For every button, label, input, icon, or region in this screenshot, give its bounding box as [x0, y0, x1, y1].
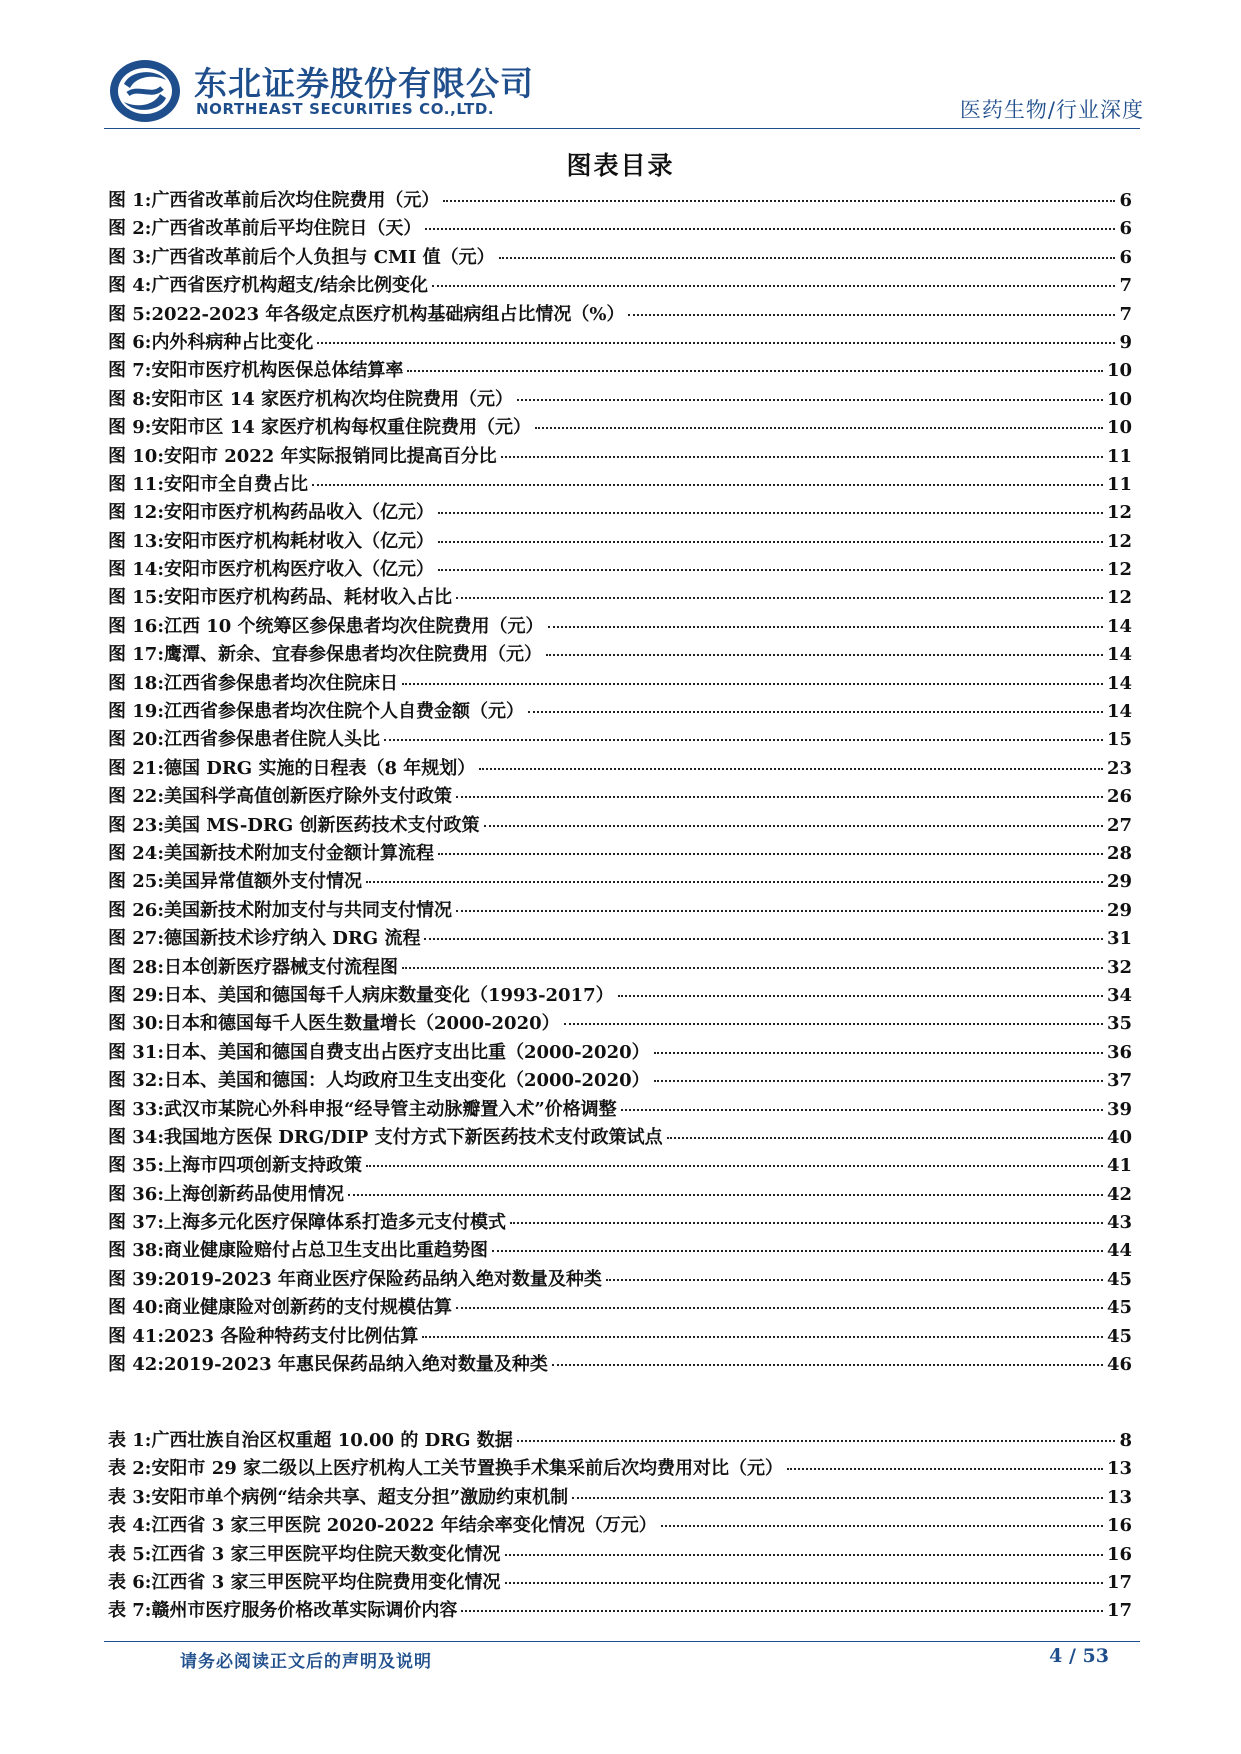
entry-label: 表 4: [108, 1515, 152, 1537]
figure-entry[interactable] [108, 839, 1132, 867]
entry-title: 广西壮族自治区权重超 10.00 的 DRG 数据 [151, 1430, 513, 1451]
entry-label: 图 15: [108, 587, 164, 609]
dot-leader [667, 1137, 1103, 1139]
entry-page: 41 [1106, 1155, 1132, 1177]
dot-leader [456, 796, 1103, 798]
entry-label: 图 19: [108, 701, 164, 723]
entry-title: 安阳市医疗机构医保总体结算率 [151, 360, 404, 382]
dot-leader [572, 1497, 1103, 1499]
entry-page: 11 [1106, 445, 1132, 467]
entry-page: 36 [1106, 1041, 1132, 1063]
entry-page: 40 [1106, 1126, 1132, 1148]
dot-leader [621, 1109, 1103, 1111]
figure-entry[interactable] [108, 1123, 1132, 1151]
figure-entry[interactable] [108, 214, 1132, 242]
entry-label: 图 3: [108, 246, 152, 268]
dot-leader [366, 1165, 1103, 1167]
entry-label: 图 10: [108, 445, 164, 467]
figure-entry[interactable] [108, 1236, 1132, 1264]
figure-entry[interactable] [108, 1208, 1132, 1236]
entry-page: 34 [1106, 984, 1132, 1006]
table-entry[interactable] [108, 1540, 1132, 1568]
entry-page: 26 [1106, 786, 1132, 808]
table-entry[interactable] [108, 1568, 1132, 1596]
entry-label: 图 23: [108, 814, 164, 836]
figure-entry[interactable] [108, 754, 1132, 782]
entry-label: 图 13: [108, 530, 164, 552]
entry-title: 日本和德国每千人医生数量增长（2000-2020） [163, 1013, 560, 1035]
dot-leader [505, 1554, 1103, 1556]
entry-title: 安阳市 29 家二级以上医疗机构人工关节置换手术集采前后次均费用对比（元） [151, 1458, 784, 1480]
entry-label: 图 34: [108, 1126, 164, 1148]
figure-entry[interactable] [108, 1293, 1132, 1321]
figure-entry[interactable] [108, 1265, 1132, 1293]
figure-entry[interactable] [108, 527, 1132, 555]
dot-leader [484, 825, 1103, 827]
dot-leader [499, 257, 1116, 259]
company-name-cn: 东北证券股份有限公司 [194, 64, 534, 103]
entry-label: 图 6: [108, 331, 152, 353]
entry-title: 武汉市某院心外科申报“经导管主动脉瓣置入术”价格调整 [163, 1098, 617, 1120]
entry-page: 10 [1106, 388, 1132, 410]
figure-entry[interactable] [108, 498, 1132, 526]
entry-title: 上海创新药品使用情况 [163, 1183, 344, 1205]
report-sector: 医药生物/行业深度 [959, 98, 1144, 122]
company-logo-icon [108, 58, 182, 124]
dot-leader [461, 1610, 1103, 1612]
entry-page: 42 [1106, 1183, 1132, 1205]
entry-label: 图 37: [108, 1212, 164, 1234]
entry-label: 图 30: [108, 1013, 164, 1035]
entry-title: 美国 MS-DRG 创新医药技术支付政策 [163, 814, 480, 836]
entry-page: 44 [1106, 1240, 1132, 1262]
table-entry[interactable] [108, 1454, 1132, 1482]
entry-title: 江西 10 个统筹区参保患者均次住院费用（元） [163, 615, 544, 637]
entry-title: 2019-2023 年惠民保药品纳入绝对数量及种类 [163, 1354, 548, 1376]
entry-title: 日本创新医疗器械支付流程图 [163, 956, 398, 978]
entry-page: 8 [1119, 1430, 1132, 1451]
entry-page: 45 [1106, 1268, 1132, 1290]
entry-label: 图 14: [108, 559, 164, 581]
figure-entry[interactable] [108, 186, 1132, 214]
entry-label: 表 7: [108, 1600, 152, 1622]
figure-entry[interactable] [108, 669, 1132, 697]
figure-entry[interactable] [108, 442, 1132, 470]
dot-leader [384, 739, 1103, 741]
dot-leader [456, 1307, 1103, 1309]
entry-page: 16 [1106, 1515, 1132, 1537]
figure-entry[interactable] [108, 583, 1132, 611]
figure-entry[interactable] [108, 697, 1132, 725]
entry-title: 广西省医疗机构超支/结余比例变化 [151, 275, 429, 297]
entry-page: 16 [1106, 1543, 1132, 1565]
dot-leader [552, 1364, 1103, 1366]
dot-leader [546, 654, 1103, 656]
entry-label: 图 17: [108, 644, 164, 666]
dot-leader [317, 342, 1115, 344]
dot-leader [312, 484, 1103, 486]
table-entry[interactable] [108, 1511, 1132, 1539]
entry-page: 12 [1106, 559, 1132, 581]
dot-leader [654, 1080, 1103, 1082]
table-entry[interactable] [108, 1426, 1132, 1454]
dot-leader [438, 541, 1103, 543]
figure-entry[interactable] [108, 1151, 1132, 1179]
dot-leader [425, 228, 1115, 230]
entry-page: 12 [1106, 587, 1132, 609]
entry-title: 美国新技术附加支付与共同支付情况 [163, 899, 452, 921]
entry-title: 美国新技术附加支付金额计算流程 [163, 842, 434, 864]
entry-page: 43 [1106, 1212, 1132, 1234]
entry-page: 28 [1106, 842, 1132, 864]
dot-leader [424, 938, 1102, 940]
entry-page: 7 [1119, 303, 1132, 325]
dot-leader [564, 1023, 1103, 1025]
entry-label: 表 3: [108, 1486, 152, 1508]
entry-title: 安阳市区 14 家医疗机构每权重住院费用（元） [151, 417, 532, 439]
entry-label: 图 1: [108, 190, 152, 211]
entry-label: 图 11: [108, 473, 164, 495]
entry-title: 江西省参保患者均次住院床日 [163, 672, 398, 694]
dot-leader [366, 881, 1103, 883]
entry-page: 31 [1106, 928, 1132, 950]
entry-label: 图 35: [108, 1155, 164, 1177]
entry-title: 日本、美国和德国自费支出占医疗支出比重（2000-2020） [163, 1041, 650, 1063]
entry-label: 表 1: [108, 1430, 152, 1451]
entry-title: 美国异常值额外支付情况 [163, 871, 362, 893]
entry-page: 29 [1106, 871, 1132, 893]
dot-leader [505, 1582, 1103, 1584]
entry-label: 图 24: [108, 842, 164, 864]
figure-entry[interactable] [108, 1180, 1132, 1208]
dot-leader [456, 910, 1103, 912]
page-number: 4 / 53 [1049, 1645, 1109, 1667]
entry-page: 14 [1106, 672, 1132, 694]
figure-entry[interactable] [108, 385, 1132, 413]
entry-page: 39 [1106, 1098, 1132, 1120]
dot-leader [517, 1440, 1116, 1442]
figure-entry[interactable] [108, 1009, 1132, 1037]
entry-page: 29 [1106, 899, 1132, 921]
dot-leader [438, 569, 1103, 571]
entry-label: 图 9: [108, 417, 152, 439]
figure-entry[interactable] [108, 1350, 1132, 1378]
entry-page: 14 [1106, 615, 1132, 637]
entry-label: 图 21: [108, 757, 164, 779]
entry-title: 广西省改革前后个人负担与 CMI 值（元） [151, 246, 495, 268]
entry-title: 江西省 3 家三甲医院平均住院费用变化情况 [151, 1571, 501, 1593]
entry-title: 2022-2023 年各级定点医疗机构基础病组占比情况（%） [151, 303, 625, 325]
entry-page: 17 [1106, 1600, 1132, 1622]
figure-entry[interactable] [108, 867, 1132, 895]
entry-title: 商业健康险赔付占总卫生支出比重趋势图 [163, 1240, 488, 1262]
entry-title: 安阳市医疗机构医疗收入（亿元） [163, 559, 434, 581]
entry-page: 9 [1119, 331, 1132, 353]
entry-label: 图 26: [108, 899, 164, 921]
entry-label: 图 5: [108, 303, 152, 325]
entry-page: 10 [1106, 360, 1132, 382]
dot-leader [606, 1279, 1103, 1281]
entry-title: 江西省 3 家三甲医院平均住院天数变化情况 [151, 1543, 501, 1565]
dot-leader [432, 285, 1115, 287]
entry-label: 图 27: [108, 928, 164, 950]
table-entry[interactable] [108, 1483, 1132, 1511]
entry-page: 27 [1106, 814, 1132, 836]
entry-title: 安阳市医疗机构药品收入（亿元） [163, 502, 434, 524]
dot-leader [528, 711, 1103, 713]
entry-label: 表 5: [108, 1543, 152, 1565]
figure-entry[interactable] [108, 555, 1132, 583]
figure-entry[interactable] [108, 981, 1132, 1009]
figure-entry[interactable] [108, 271, 1132, 299]
entry-title: 鹰潭、新余、宜春参保患者均次住院费用（元） [163, 644, 542, 666]
entry-page: 7 [1119, 275, 1132, 297]
entry-title: 安阳市单个病例“结余共享、超支分担”激励约束机制 [151, 1486, 569, 1508]
page-title: 图表目录 [566, 151, 675, 180]
entry-title: 2023 各险种特药支付比例估算 [163, 1325, 419, 1347]
dot-leader [456, 597, 1103, 599]
figure-entry[interactable] [108, 725, 1132, 753]
entry-title: 德国 DRG 实施的日程表（8 年规划） [163, 757, 476, 779]
entry-title: 安阳市医疗机构耗材收入（亿元） [163, 530, 434, 552]
dot-leader [492, 1250, 1103, 1252]
figure-entry[interactable] [108, 896, 1132, 924]
table-entry[interactable] [108, 1596, 1132, 1624]
figure-entry[interactable] [108, 811, 1132, 839]
entry-page: 15 [1106, 729, 1132, 751]
entry-label: 图 4: [108, 275, 152, 297]
dot-leader [517, 399, 1103, 401]
figure-entry[interactable] [108, 1066, 1132, 1094]
figure-entry[interactable] [108, 356, 1132, 384]
entry-label: 图 16: [108, 615, 164, 637]
entry-label: 图 18: [108, 672, 164, 694]
entry-label: 图 28: [108, 956, 164, 978]
entry-label: 图 25: [108, 871, 164, 893]
entry-label: 图 8: [108, 388, 152, 410]
entry-title: 日本、美国和德国：人均政府卫生支出变化（2000-2020） [163, 1070, 650, 1092]
entry-title: 内外科病种占比变化 [151, 331, 314, 353]
dot-leader [535, 427, 1103, 429]
entry-page: 35 [1106, 1013, 1132, 1035]
figure-entry[interactable] [108, 953, 1132, 981]
entry-page: 45 [1106, 1325, 1132, 1347]
company-name-en: NORTHEAST SECURITIES CO.,LTD. [196, 100, 495, 118]
entry-title: 江西省参保患者住院人头比 [163, 729, 380, 751]
entry-label: 图 7: [108, 360, 152, 382]
entry-title: 日本、美国和德国每千人病床数量变化（1993-2017） [163, 984, 614, 1006]
dot-leader [548, 626, 1103, 628]
figure-entry[interactable] [108, 300, 1132, 328]
entry-title: 安阳市区 14 家医疗机构次均住院费用（元） [151, 388, 514, 410]
entry-title: 江西省参保患者均次住院个人自费金额（元） [163, 701, 524, 723]
entry-label: 图 39: [108, 1268, 164, 1290]
entry-label: 图 12: [108, 502, 164, 524]
entry-label: 图 31: [108, 1041, 164, 1063]
entry-page: 23 [1106, 757, 1132, 779]
entry-title: 广西省改革前后次均住院费用（元） [151, 190, 440, 211]
entry-page: 13 [1106, 1458, 1132, 1480]
entry-page: 46 [1106, 1354, 1132, 1376]
entry-title: 美国科学高值创新医疗除外支付政策 [163, 786, 452, 808]
entry-title: 安阳市 2022 年实际报销同比提高百分比 [163, 445, 497, 467]
entry-page: 6 [1119, 246, 1132, 268]
entry-page: 11 [1106, 473, 1132, 495]
dot-leader [348, 1194, 1103, 1196]
entry-label: 图 40: [108, 1297, 164, 1319]
entry-title: 上海多元化医疗保障体系打造多元支付模式 [163, 1212, 506, 1234]
dot-leader [510, 1222, 1103, 1224]
entry-page: 12 [1106, 530, 1132, 552]
figure-entry[interactable] [108, 1038, 1132, 1066]
figure-entry[interactable] [108, 1095, 1132, 1123]
footer-disclaimer: 请务必阅读正文后的声明及说明 [180, 1652, 432, 1672]
figure-entry[interactable] [108, 470, 1132, 498]
dot-leader [438, 853, 1103, 855]
entry-page: 13 [1106, 1486, 1132, 1508]
dot-leader [443, 200, 1115, 202]
entry-title: 我国地方医保 DRG/DIP 支付方式下新医药技术支付政策试点 [163, 1126, 663, 1148]
entry-page: 37 [1106, 1070, 1132, 1092]
dot-leader [787, 1468, 1103, 1470]
figure-entry[interactable] [108, 243, 1132, 271]
figure-entry[interactable] [108, 640, 1132, 668]
entry-label: 图 20: [108, 729, 164, 751]
dot-leader [438, 512, 1103, 514]
entry-page: 10 [1106, 417, 1132, 439]
entry-page: 6 [1119, 218, 1132, 240]
entry-page: 12 [1106, 502, 1132, 524]
entry-label: 表 2: [108, 1458, 152, 1480]
entry-title: 2019-2023 年商业医疗保险药品纳入绝对数量及种类 [163, 1268, 602, 1290]
dot-leader [618, 995, 1103, 997]
entry-title: 赣州市医疗服务价格改革实际调价内容 [151, 1600, 458, 1622]
figure-entry[interactable] [108, 1322, 1132, 1350]
entry-label: 图 29: [108, 984, 164, 1006]
figure-list [108, 186, 1132, 1378]
dot-leader [422, 1336, 1103, 1338]
entry-page: 17 [1106, 1571, 1132, 1593]
page-header [104, 56, 1144, 128]
entry-label: 图 36: [108, 1183, 164, 1205]
entry-title: 广西省改革前后平均住院日（天） [151, 218, 422, 240]
entry-title: 商业健康险对创新药的支付规模估算 [163, 1297, 452, 1319]
entry-label: 图 41: [108, 1325, 164, 1347]
figure-entry[interactable] [108, 413, 1132, 441]
entry-page: 6 [1119, 190, 1132, 211]
dot-leader [479, 768, 1103, 770]
dot-leader [402, 683, 1103, 685]
entry-label: 图 2: [108, 218, 152, 240]
footer-divider [104, 1641, 1140, 1642]
entry-page: 14 [1106, 644, 1132, 666]
figure-entry[interactable] [108, 924, 1132, 952]
entry-page: 32 [1106, 956, 1132, 978]
dot-leader [501, 456, 1103, 458]
dot-leader [654, 1052, 1103, 1054]
entry-label: 图 33: [108, 1098, 164, 1120]
entry-title: 德国新技术诊疗纳入 DRG 流程 [163, 928, 421, 950]
entry-title: 江西省 3 家三甲医院 2020-2022 年结余率变化情况（万元） [151, 1515, 657, 1537]
table-list [108, 1426, 1132, 1625]
figure-entry[interactable] [108, 328, 1132, 356]
entry-page: 45 [1106, 1297, 1132, 1319]
figure-entry[interactable] [108, 612, 1132, 640]
entry-label: 表 6: [108, 1571, 152, 1593]
entry-label: 图 32: [108, 1070, 164, 1092]
entry-label: 图 22: [108, 786, 164, 808]
dot-leader [402, 967, 1103, 969]
entry-title: 安阳市医疗机构药品、耗材收入占比 [163, 587, 452, 609]
figure-entry[interactable] [108, 782, 1132, 810]
dot-leader [661, 1525, 1103, 1527]
entry-label: 图 42: [108, 1354, 164, 1376]
entry-title: 安阳市全自费占比 [163, 473, 308, 495]
header-divider [104, 128, 1140, 129]
entry-label: 图 38: [108, 1240, 164, 1262]
entry-title: 上海市四项创新支持政策 [163, 1155, 362, 1177]
entry-page: 14 [1106, 701, 1132, 723]
dot-leader [407, 370, 1103, 372]
dot-leader [628, 314, 1115, 316]
